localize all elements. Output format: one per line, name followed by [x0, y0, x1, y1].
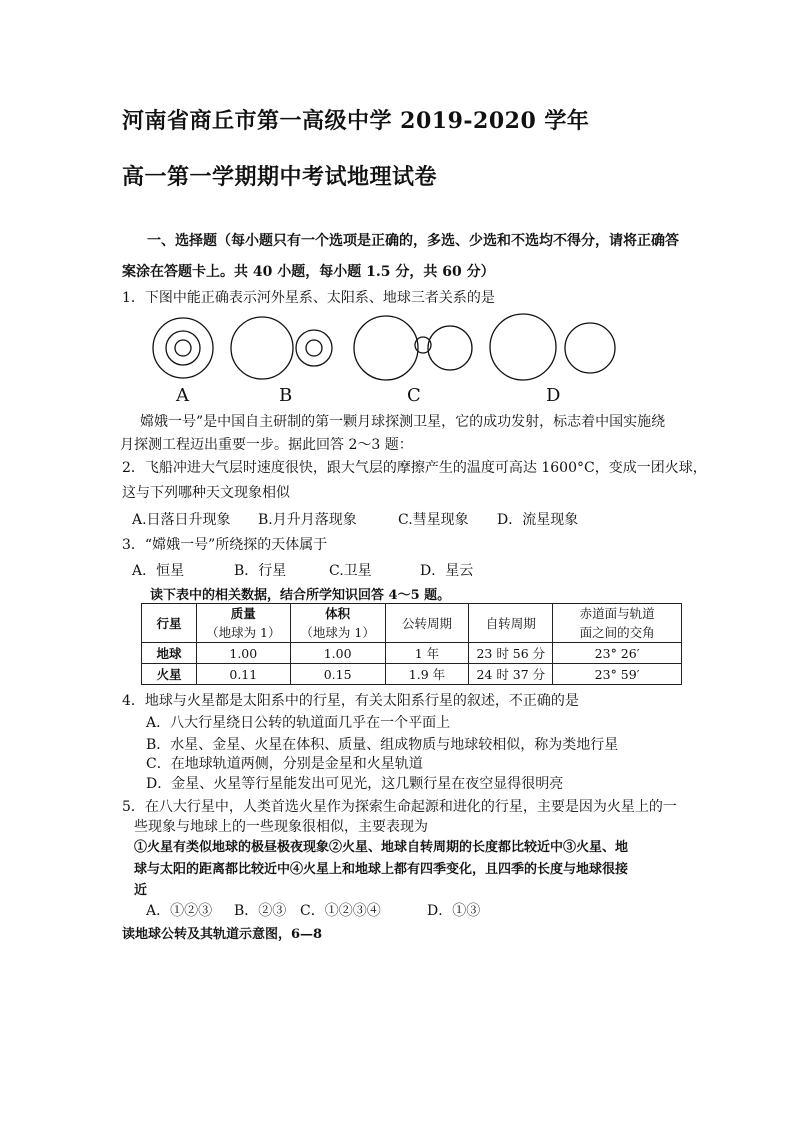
q5-option-d: D．①③ [427, 903, 481, 919]
q5-items-line2: 球与太阳的距离都比较近中④火星上和地球上都有四季变化，且四季的长度与地球很接 [134, 862, 629, 877]
table-cell: 23° 26′ [553, 643, 682, 664]
section-heading-line2: 案涂在答题卡上。共 40 小题，每小题 1.5 分，共 60 分） [122, 264, 495, 280]
diagram-label-b: B [279, 385, 293, 406]
header-orbital-period: 公转周期 [385, 604, 469, 643]
q2-option-a: A.日落日升现象 [132, 512, 231, 528]
table-row [142, 643, 682, 664]
section-heading-line1: 一、选择题（每小题只有一个选项是正确的，多选、少选和不选均不得分，请将正确答 [147, 233, 679, 249]
q5-option-c: C．①②③④ [300, 903, 381, 919]
q5-items-line1: ①火星有类似地球的极昼极夜现象②火星、地球自转周期的长度都比较近中③火星、地 [134, 840, 629, 855]
q2-stem-line1: 2．飞船冲进大气层时速度很快，跟大气层的摩擦产生的温度可高达 1600°C，变成一团火球， [122, 460, 707, 476]
q2-stem-line2: 这与下列哪种天文现象相似 [122, 485, 290, 501]
diagram-a-inner-circle [175, 340, 191, 356]
table-cell: 0.15 [290, 664, 385, 685]
q2-option-d: D．流星现象 [497, 512, 579, 528]
q4-option-b: B．水星、金星、火星在体积、质量、组成物质与地球较相似，称为类地行星 [146, 737, 619, 753]
diagram-c-large-circle [354, 316, 418, 380]
diagram-b-large-circle [231, 317, 293, 379]
header-axial-tilt: 赤道面与轨道 面之间的交角 [553, 604, 682, 643]
table-cell: 24 时 37 分 [469, 664, 553, 685]
diagram-c-medium-circle [428, 326, 472, 370]
table-row [142, 664, 682, 685]
planet-data-table [141, 603, 682, 685]
header-mass: 质量 （地球为 1） [196, 604, 290, 643]
diagram-b-small-circle [306, 340, 322, 356]
table-cell: 23° 59′ [553, 664, 682, 685]
table-cell: 地球 [142, 643, 197, 664]
header-volume: 体积 （地球为 1） [290, 604, 385, 643]
table-cell: 1.00 [196, 643, 290, 664]
header-rotation-period: 自转周期 [469, 604, 553, 643]
table-cell: 1.9 年 [385, 664, 469, 685]
figure-intro: 读地球公转及其轨道示意图，6—8 [122, 927, 323, 942]
q3-option-c: C.卫星 [329, 563, 372, 579]
header-planet: 行星 [142, 604, 197, 643]
table-header-row [142, 604, 682, 643]
diagram-b-medium-circle [296, 330, 332, 366]
diagram-label-a: A [176, 385, 189, 406]
q5-option-a: A．①②③ [146, 903, 213, 919]
q3-stem: 3．“嫦娥一号”所绕探的天体属于 [122, 537, 328, 553]
title-line1: 河南省商丘市第一高级中学 2019-2020 学年 [122, 108, 590, 134]
table-cell: 1 年 [385, 643, 469, 664]
table-intro: 读下表中的相关数据，结合所学知识回答 4～5 题。 [150, 588, 451, 603]
q4-stem: 4．地球与火星都是太阳系中的行星，有关太阳系行星的叙述，不正确的是 [122, 693, 579, 709]
q3-option-a: A．恒星 [132, 563, 185, 579]
q5-items-line3: 近 [134, 883, 148, 898]
q2-option-b: B.月升月落现象 [258, 512, 357, 528]
q5-stem-line2: 些现象与地球上的一些现象很相似，主要表现为 [134, 819, 428, 835]
q3-option-d: D．星云 [420, 563, 474, 579]
table-cell: 1.00 [290, 643, 385, 664]
table-cell: 23 时 56 分 [469, 643, 553, 664]
diagram-label-d: D [546, 385, 561, 406]
title-line2: 高一第一学期期中考试地理试卷 [122, 164, 438, 190]
q3-option-b: B．行星 [234, 563, 287, 579]
q4-option-d: D．金星、火星等行星能发出可见光，这几颗行星在夜空显得很明亮 [146, 776, 564, 792]
diagram-d-large-circle [490, 314, 556, 380]
q2-option-c: C.彗星现象 [398, 512, 469, 528]
passage-line1: 嫦娥一号”是中国自主研制的第一颗月球探测卫星，它的成功发射，标志着中国实施绕 [140, 414, 666, 430]
q1-diagram [150, 308, 640, 408]
diagram-d-medium-circle [565, 323, 615, 373]
passage-line2: 月探测工程迈出重要一步。据此回答 2～3 题： [120, 437, 413, 453]
q5-stem-line1: 5．在八大行星中，人类首选火星作为探索生命起源和进化的行星，主要是因为火星上的一 [122, 799, 677, 815]
diagram-a-middle-circle [166, 331, 200, 365]
q1-stem: 1．下图中能正确表示河外星系、太阳系、地球三者关系的是 [122, 290, 495, 306]
q4-option-c: C．在地球轨道两侧，分别是金星和火星轨道 [146, 756, 423, 772]
table-cell: 0.11 [196, 664, 290, 685]
diagram-label-c: C [407, 385, 421, 406]
diagram-a-outer-circle [153, 318, 213, 378]
q5-option-b: B．②③ [234, 903, 287, 919]
q4-option-a: A．八大行星绕日公转的轨道面几乎在一个平面上 [146, 715, 451, 731]
table-cell: 火星 [142, 664, 197, 685]
